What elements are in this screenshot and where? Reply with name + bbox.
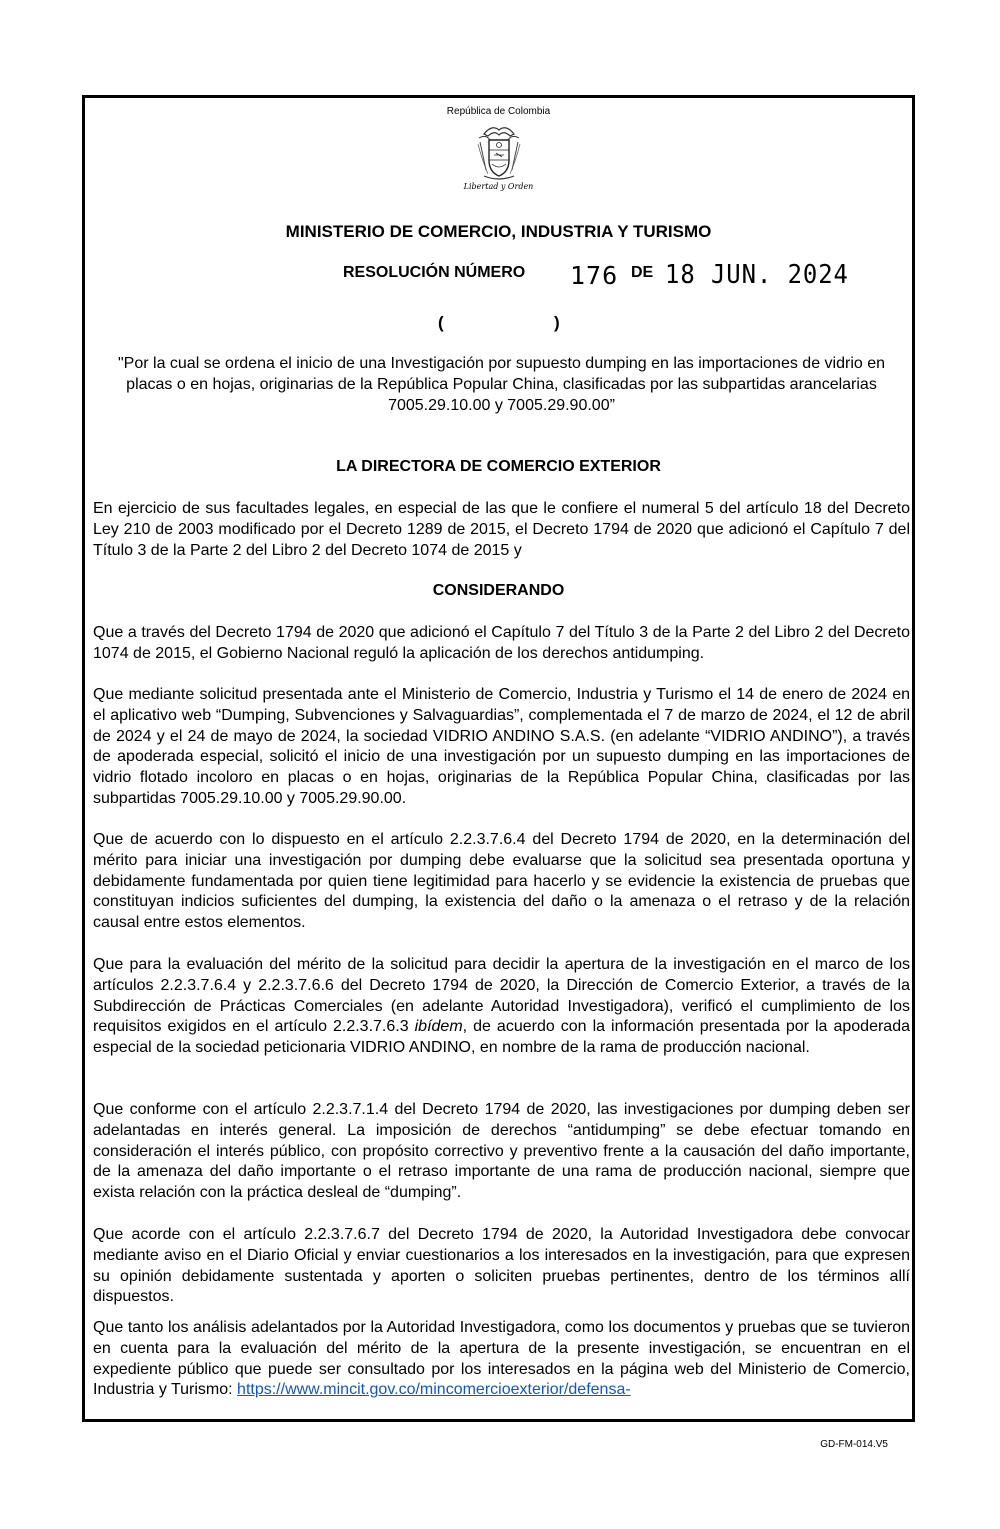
considering-heading: CONSIDERANDO — [432, 582, 565, 599]
paragraph-6: Que acorde con el artículo 2.2.3.7.6.7 del Decreto 1794 de 2020, la Autoridad Investigadora debe convocar mediante aviso en el Diario Oficial y enviar cuestionarios a los interesados en la investigación, para que expresen su opinión debidamente sustentada y aporten o soliciten pruebas pertinentes, dentro de los términos allí dispuestos. — [93, 1226, 910, 1306]
paragraph-4 — [93, 955, 910, 1059]
paragraph-7-text: Que tanto los análisis adelantados por la Autoridad Investigadora, como los documentos y pruebas que se tuvieron en cuenta para la evaluación del mérito de la apertura de la presente investigación, se encuentran en el expediente público que puede ser consultado por los interesados en la página web del Ministerio de Comercio, Industria y Turismo: — [93, 1319, 910, 1399]
resolution-title: "Por la cual se ordena el inicio de una Investigación por supuesto dumping en las importaciones de vidrio en placas o en hojas, originarias de la República Popular China, clasificadas por las subpartidas arancelarias 7005.29.10.00 y 7005.29.90.00” — [117, 355, 886, 414]
document-frame — [82, 95, 915, 1422]
paragraph-4-ibidem: ibídem — [414, 1018, 463, 1036]
letterhead — [85, 106, 912, 192]
form-code: GD-FM-014.V5 — [820, 1439, 888, 1450]
preamble: En ejercicio de sus facultades legales, en especial de las que le confiere el numeral 5 del artículo 18 del Decreto Ley 210 de 2003 modificado por el Decreto 1289 de 2015, el Decreto 1794 de 2020 que adicionó el Capítulo 7 del Título 3 de la Parte 2 del Libro 2 del Decreto 1074 de 2015 y — [93, 500, 910, 559]
resolution-number: 176 — [570, 261, 619, 290]
mincit-link[interactable]: https://www.mincit.gov.co/mincomercioexterior/defensa- — [237, 1381, 631, 1399]
paragraph-4-text-b: , de acuerdo con la información presentada por la apoderada especial de la sociedad peticionaria VIDRIO ANDINO, en nombre de la rama de producción nacional. — [93, 1018, 910, 1057]
resolution-date: 18 JUN. 2024 — [665, 260, 849, 290]
paren-close: ) — [554, 313, 560, 332]
paragraph-7 — [93, 1318, 910, 1401]
resolution-de-label: DE — [631, 264, 654, 281]
paragraph-5: Que conforme con el artículo 2.2.3.7.1.4 del Decreto 1794 de 2020, las investigaciones por dumping deben ser adelantadas en interés general. La imposición de derechos “antidumping” se debe efectuar tomando en consideración el interés público, con propósito correctivo y preventivo frente a la causación del daño importante, de la amenaza del daño importante o el retraso importante de una rama de producción nacional, siempre que exista relación con la práctica desleal de “dumping”. — [93, 1101, 910, 1202]
paragraph-3: Que de acuerdo con lo dispuesto en el artículo 2.2.3.7.6.4 del Decreto 1794 de 2020, en la determinación del mérito para iniciar una investigación por dumping debe evaluarse que la solicitud sea presentada oportuna y debidamente fundamentada por quien tiene legitimidad para hacerlo y se evidencie la existencia de pruebas que constituyan indicios suficientes del dumping, la existencia del daño o la amenaza o el retraso y de la relación causal entre estos elementos. — [93, 831, 910, 932]
authority-heading: LA DIRECTORA DE COMERCIO EXTERIOR — [336, 458, 661, 475]
paragraph-2: Que mediante solicitud presentada ante el Ministerio de Comercio, Industria y Turismo el 14 de enero de 2024 en el aplicativo web “Dumping, Subvenciones y Salvaguardias”, complementada el 7 de marzo de 2024, el 12 de abril de 2024 y el 24 de mayo de 2024, la sociedad VIDRIO ANDINO S.A.S. (en adelante “VIDRIO ANDINO”), a través de apoderada especial, solicitó el inicio de una investigación por un supuesto dumping en las importaciones de vidrio flotado incoloro en placas o en hojas, originarias de la República Popular China, clasificadas por las subpartidas 7005.29.10.00 y 7005.29.90.00. — [93, 686, 910, 807]
coat-of-arms-icon — [474, 120, 524, 182]
paren-open: ( — [438, 313, 444, 332]
resolution-label: RESOLUCIÓN NÚMERO — [343, 264, 526, 281]
country-name: República de Colombia — [446, 106, 551, 117]
paragraph-1: Que a través del Decreto 1794 de 2020 que adicionó el Capítulo 7 del Título 3 de la Parte 2 del Libro 2 del Decreto 1074 de 2015, el Gobierno Nacional reguló la aplicación de los derechos antidumping. — [93, 624, 910, 662]
paragraph-4-text-a: Que para la evaluación del mérito de la solicitud para decidir la apertura de la investigación en el marco de los artículos 2.2.3.7.6.4 y 2.2.3.7.6.6 del Decreto 1794 de 2020, la Dirección de Comercio Exterior, a través de la Subdirección de Prácticas Comerciales (en adelante Autoridad Investigadora), verificó el cumplimiento de los requisitos exigidos en el artículo 2.2.3.7.6.3 — [93, 956, 910, 1036]
ministry-title: MINISTERIO DE COMERCIO, INDUSTRIA Y TURISMO — [285, 222, 712, 241]
motto: Libertad y Orden — [463, 182, 534, 191]
